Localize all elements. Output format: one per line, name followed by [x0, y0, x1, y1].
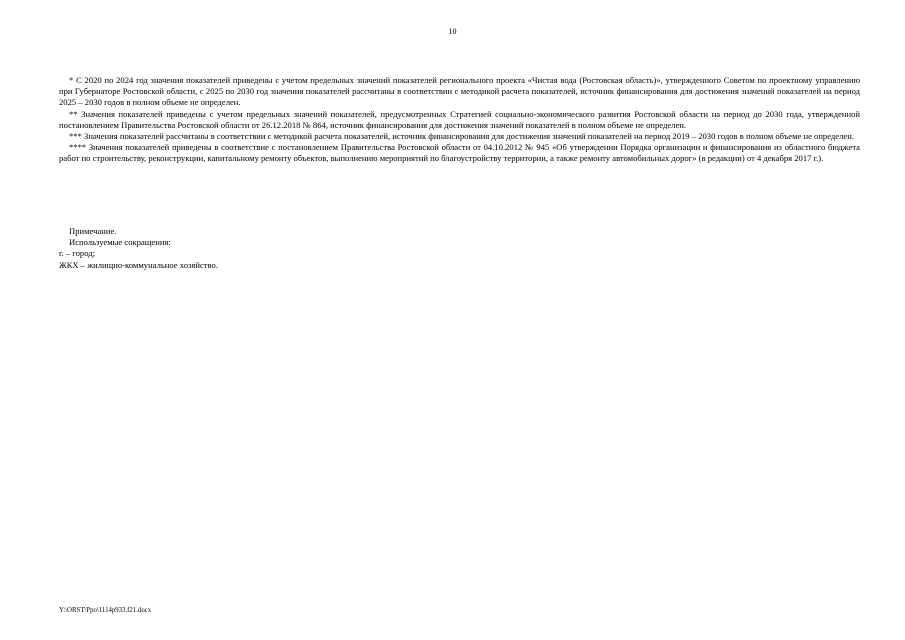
- footnotes-section: [59, 75, 860, 165]
- footnote-1: * С 2020 по 2024 год значения показателей приведены с учетом предельных значений показателей регионального проекта «Чистая вода (Ростовская область)», утвержденного Советом по проектному управлению при Губернаторе Ростовской области, с 2025 по 2030 год значения показателей рассчитаны в соответствии с методикой расчета показателей, источник финансирования для достижения значений показателей на период 2025 – 2030 годов в полном объеме не определен.: [59, 75, 860, 108]
- footnote-4: **** Значения показателей приведены в соответствие с постановлением Правительства Ростовской области от 04.10.2012 № 945 «Об утверждении Порядка организации и финансирования из областного бюджета работ по строительству, реконструкции, капитальному ремонту объектов, выполнению мероприятий по благоустройству территории, а также ремонту автомобильных дорог» (в редакции) от 4 декабря 2017 г.).: [59, 142, 860, 164]
- page-number: 10: [448, 27, 457, 36]
- footnote-3: *** Значения показателей рассчитаны в соответствии с методикой расчета показателей, источник финансирования для достижения значений показателей на период 2019 – 2030 годов в полном объеме не определен.: [69, 131, 854, 142]
- note-section: [59, 226, 659, 271]
- footnote-2: ** Значения показателей приведены с учетом предельных значений показателей, предусмотренных Стратегией социально-экономического развития Ростовской области на период до 2030 года, утвержденной постановлением Правительства Ростовской области от 26.12.2018 № 864, источник финансирования для достижения значений показателей в полном объеме не определен.: [59, 108, 860, 130]
- abbreviation-item: г. – город;: [59, 248, 96, 259]
- note-title: Примечание.: [69, 226, 117, 236]
- file-path-footer: Y:\ORST\Ppo\1114p933.f21.docx: [59, 607, 152, 614]
- abbreviations-heading: Используемые сокращения:: [69, 237, 171, 248]
- abbreviation-item: ЖКХ – жилищно-коммунальное хозяйство.: [59, 259, 218, 270]
